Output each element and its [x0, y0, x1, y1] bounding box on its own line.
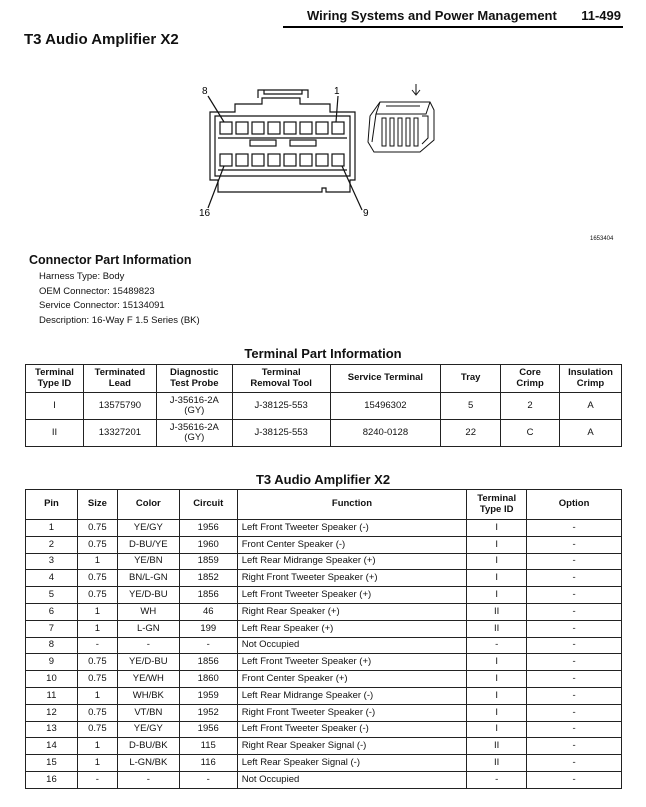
table-cell	[232, 393, 330, 420]
table-cell: 1859	[179, 553, 237, 570]
pin-label-1: 1	[334, 86, 340, 97]
connector-diagram	[190, 80, 445, 230]
top-row-cavities	[218, 122, 347, 146]
function-cell: Right Front Tweeter Speaker (+)	[237, 570, 466, 587]
pin-table	[25, 489, 622, 789]
table-row	[26, 420, 622, 447]
column-header-line: Terminal	[477, 493, 517, 504]
table-cell: D-BU/BK	[117, 738, 179, 755]
column-header-line: Option	[558, 498, 590, 510]
table-cell: 10	[26, 671, 78, 688]
column-header	[501, 365, 560, 393]
table-cell: -	[77, 771, 117, 788]
table-row	[26, 393, 622, 420]
table-cell: 1960	[179, 536, 237, 553]
table-cell: 0.75	[77, 721, 117, 738]
table-cell: YE/D-BU	[117, 587, 179, 604]
table-row	[26, 755, 622, 772]
table-cell	[156, 420, 232, 447]
cell-line: (GY)	[184, 432, 205, 443]
column-header	[441, 365, 501, 393]
table-cell: I	[467, 553, 527, 570]
column-header-line: Function	[331, 498, 372, 510]
function-cell: Left Rear Speaker Signal (-)	[237, 755, 466, 772]
table-cell: -	[527, 587, 622, 604]
column-header	[467, 490, 527, 520]
page-title: T3 Audio Amplifier X2	[24, 31, 179, 48]
table-row	[26, 620, 622, 637]
table-cell: -	[527, 771, 622, 788]
table-cell: -	[527, 671, 622, 688]
column-header-line: Crimp	[576, 377, 605, 389]
table-cell: I	[467, 687, 527, 704]
table-cell: I	[467, 704, 527, 721]
table-cell: 1856	[179, 587, 237, 604]
cell-line: 15496302	[364, 400, 407, 411]
table-row	[26, 771, 622, 788]
table-row	[26, 654, 622, 671]
table-cell: 15	[26, 755, 78, 772]
table-cell: 1	[77, 553, 117, 570]
column-header	[26, 490, 78, 520]
cell-line: 13327201	[98, 427, 142, 438]
pin-label-9: 9	[363, 208, 369, 219]
table-cell: YE/D-BU	[117, 654, 179, 671]
table-cell: -	[467, 771, 527, 788]
table-cell: YE/GY	[117, 721, 179, 738]
column-header-line: Lead	[108, 377, 131, 389]
cell-line: J-38125-553	[254, 400, 308, 411]
table-cell: 0.75	[77, 671, 117, 688]
table-cell: 1	[77, 755, 117, 772]
column-header-line: Test Probe	[170, 377, 219, 389]
table-cell: -	[527, 654, 622, 671]
cell-line: (GY)	[184, 405, 205, 416]
terminal-part-info-heading: Terminal Part Information	[244, 346, 402, 361]
table-cell: 8	[26, 637, 78, 654]
table-cell	[501, 420, 560, 447]
column-header	[330, 365, 441, 393]
column-header-line: Color	[135, 498, 161, 510]
table-cell	[560, 393, 622, 420]
function-cell: Not Occupied	[237, 771, 466, 788]
connector-iso-view	[368, 84, 434, 152]
pin-table-heading: T3 Audio Amplifier X2	[255, 472, 391, 487]
table-cell: -	[527, 620, 622, 637]
table-cell: 1959	[179, 687, 237, 704]
table-cell	[441, 393, 501, 420]
table-cell: II	[467, 620, 527, 637]
table-cell: YE/WH	[117, 671, 179, 688]
cell-line: II	[51, 427, 58, 438]
connector-face	[208, 90, 362, 210]
table-cell: I	[467, 536, 527, 553]
table-cell: 1	[26, 520, 78, 537]
cell-line: 2	[527, 400, 533, 411]
table-cell: 1956	[179, 520, 237, 537]
table-cell: 0.75	[77, 536, 117, 553]
column-header	[156, 365, 232, 393]
table-cell	[441, 420, 501, 447]
table-cell: 1	[77, 620, 117, 637]
table-cell: 0.75	[77, 520, 117, 537]
column-header-line: Removal Tool	[250, 377, 312, 389]
cell-line: J-35616-2A	[169, 422, 219, 433]
function-cell: Right Front Tweeter Speaker (-)	[237, 704, 466, 721]
column-header-line: Terminal	[261, 367, 301, 378]
function-cell: Left Front Tweeter Speaker (+)	[237, 654, 466, 671]
column-header-line: Tray	[460, 372, 481, 384]
table-cell: 1860	[179, 671, 237, 688]
table-cell: 16	[26, 771, 78, 788]
table-cell: 3	[26, 553, 78, 570]
description: Description: 16-Way F 1.5 Series (BK)	[39, 314, 200, 326]
table-cell: D-BU/YE	[117, 536, 179, 553]
column-header	[232, 365, 330, 393]
table-cell: -	[527, 687, 622, 704]
cell-line: 22	[465, 427, 476, 438]
cell-line: I	[53, 400, 56, 411]
header-rule	[283, 26, 623, 28]
column-header-line: Core	[519, 367, 541, 378]
table-cell: -	[467, 637, 527, 654]
table-cell: I	[467, 671, 527, 688]
table-cell: I	[467, 520, 527, 537]
table-cell: II	[467, 738, 527, 755]
column-header	[527, 490, 622, 520]
cell-line: A	[587, 400, 594, 411]
table-cell: 11	[26, 687, 78, 704]
function-cell: Front Center Speaker (-)	[237, 536, 466, 553]
table-cell: -	[527, 520, 622, 537]
table-row	[26, 587, 622, 604]
table-cell: 1856	[179, 654, 237, 671]
column-header	[117, 490, 179, 520]
table-cell: VT/BN	[117, 704, 179, 721]
table-cell: 4	[26, 570, 78, 587]
table-cell: 14	[26, 738, 78, 755]
table-cell: L-GN/BK	[117, 755, 179, 772]
cell-line: 13575790	[98, 400, 142, 411]
table-cell: II	[467, 755, 527, 772]
table-cell: WH	[117, 603, 179, 620]
column-header	[237, 490, 466, 520]
table-row	[26, 637, 622, 654]
pin-label-16: 16	[199, 208, 211, 219]
table-cell: -	[527, 704, 622, 721]
bottom-row-cavities	[218, 154, 347, 170]
table-cell: I	[467, 570, 527, 587]
pin-label-8: 8	[202, 86, 208, 97]
column-header-line: Crimp	[516, 377, 544, 389]
column-header	[179, 490, 237, 520]
table-cell: -	[527, 637, 622, 654]
table-cell	[330, 393, 441, 420]
table-cell: YE/GY	[117, 520, 179, 537]
table-cell: -	[77, 637, 117, 654]
column-header-line: Insulation	[568, 367, 613, 378]
table-cell: -	[527, 536, 622, 553]
column-header	[26, 365, 84, 393]
function-cell: Left Front Tweeter Speaker (+)	[237, 587, 466, 604]
table-cell: -	[527, 603, 622, 620]
page-number: 11-499	[581, 8, 621, 23]
table-cell: -	[527, 721, 622, 738]
table-cell: -	[527, 570, 622, 587]
function-cell: Right Rear Speaker (+)	[237, 603, 466, 620]
table-cell: -	[179, 637, 237, 654]
table-cell: 0.75	[77, 570, 117, 587]
table-cell	[83, 420, 156, 447]
table-cell: 12	[26, 704, 78, 721]
cell-line: A	[587, 427, 594, 438]
table-row	[26, 553, 622, 570]
figure-number: 1653404	[590, 236, 614, 242]
table-cell: 1852	[179, 570, 237, 587]
table-cell: 0.75	[77, 704, 117, 721]
column-header-line: Circuit	[193, 498, 224, 510]
service-connector: Service Connector: 15134091	[39, 300, 165, 311]
table-cell	[26, 420, 84, 447]
column-header-line: Type ID	[37, 377, 72, 389]
table-row	[26, 721, 622, 738]
function-cell: Left Front Tweeter Speaker (-)	[237, 520, 466, 537]
column-header	[77, 490, 117, 520]
function-cell: Left Rear Speaker (+)	[237, 620, 466, 637]
table-cell: II	[467, 603, 527, 620]
column-header-line: Diagnostic	[170, 367, 219, 378]
table-row	[26, 687, 622, 704]
table-cell: 0.75	[77, 654, 117, 671]
table-cell: I	[467, 587, 527, 604]
column-header-line: Pin	[44, 498, 59, 510]
table-row	[26, 520, 622, 537]
table-cell: -	[117, 771, 179, 788]
table-cell: -	[527, 755, 622, 772]
table-cell: L-GN	[117, 620, 179, 637]
table-cell: WH/BK	[117, 687, 179, 704]
cell-line: C	[526, 427, 534, 438]
table-cell	[156, 393, 232, 420]
table-cell: 0.75	[77, 587, 117, 604]
table-cell: 1	[77, 738, 117, 755]
table-cell	[83, 393, 156, 420]
column-header-line: Terminal	[35, 367, 74, 378]
table-cell	[26, 393, 84, 420]
column-header-line: Size	[87, 498, 107, 510]
table-row	[26, 738, 622, 755]
table-cell	[501, 393, 560, 420]
table-cell: YE/BN	[117, 553, 179, 570]
function-cell: Right Rear Speaker Signal (-)	[237, 738, 466, 755]
table-cell: 1952	[179, 704, 237, 721]
function-cell: Left Rear Midrange Speaker (+)	[237, 553, 466, 570]
table-cell: I	[467, 721, 527, 738]
table-cell	[560, 420, 622, 447]
section-title: Wiring Systems and Power Management	[307, 8, 557, 23]
column-header	[560, 365, 622, 393]
column-header-line: Type ID	[479, 503, 514, 515]
table-row	[26, 671, 622, 688]
connector-part-info-heading: Connector Part Information	[29, 253, 192, 267]
table-cell: 116	[179, 755, 237, 772]
function-cell: Left Front Tweeter Speaker (-)	[237, 721, 466, 738]
table-cell: 1	[77, 687, 117, 704]
column-header	[83, 365, 156, 393]
table-cell: -	[117, 637, 179, 654]
table-cell: 6	[26, 603, 78, 620]
oem-connector: OEM Connector: 15489823	[39, 285, 155, 297]
table-row	[26, 570, 622, 587]
table-header-row	[26, 365, 622, 393]
connector-part-info	[39, 270, 200, 328]
table-cell: -	[527, 553, 622, 570]
page-header	[283, 6, 623, 26]
table-row	[26, 603, 622, 620]
table-cell: 1956	[179, 721, 237, 738]
table-cell: 199	[179, 620, 237, 637]
table-cell: I	[467, 654, 527, 671]
function-cell: Front Center Speaker (+)	[237, 671, 466, 688]
terminal-part-info-table	[25, 364, 622, 447]
harness-type: Harness Type: Body	[39, 271, 125, 282]
table-cell: 1	[77, 603, 117, 620]
table-cell	[232, 420, 330, 447]
function-cell: Left Rear Midrange Speaker (-)	[237, 687, 466, 704]
table-cell: 46	[179, 603, 237, 620]
table-cell: 115	[179, 738, 237, 755]
table-cell: BN/L-GN	[117, 570, 179, 587]
function-cell: Not Occupied	[237, 637, 466, 654]
cell-line: 8240-0128	[362, 427, 409, 438]
cell-line: 5	[468, 400, 474, 411]
column-header-line: Terminated	[94, 367, 146, 378]
cell-line: J-35616-2A	[169, 395, 219, 406]
table-cell: 9	[26, 654, 78, 671]
table-cell: -	[179, 771, 237, 788]
table-row	[26, 536, 622, 553]
table-cell: 13	[26, 721, 78, 738]
table-cell: 7	[26, 620, 78, 637]
table-cell: 5	[26, 587, 78, 604]
table-cell	[330, 420, 441, 447]
table-cell: -	[527, 738, 622, 755]
cell-line: J-38125-553	[254, 427, 308, 438]
table-header-row	[26, 490, 622, 520]
table-row	[26, 704, 622, 721]
column-header-line: Service Terminal	[347, 372, 424, 384]
table-cell: 2	[26, 536, 78, 553]
